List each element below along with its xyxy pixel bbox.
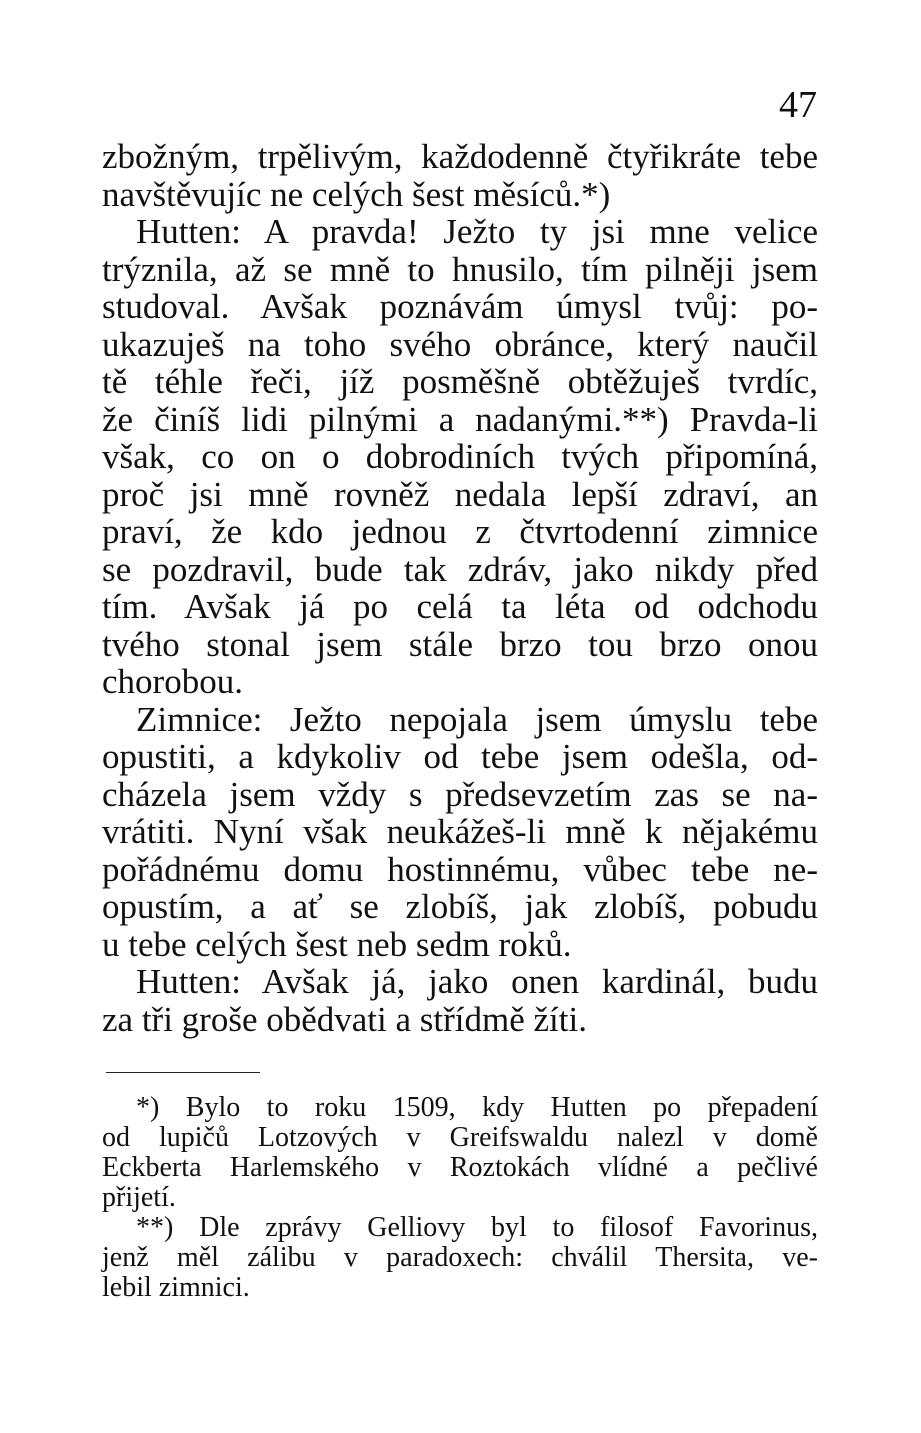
text-line: tě téhle řeči, jíž posměšně obtěžuješ tvrdíc, (102, 362, 818, 401)
main-text (102, 138, 818, 1038)
footnote-line: přijetí. (102, 1182, 176, 1213)
text-line: praví, že kdo jednou z čtvrtodenní zimnice (102, 512, 818, 551)
text-line: opustím, a ať se zlobíš, jak zlobíš, pobudu (102, 887, 818, 926)
text-line: tvého stonal jsem stále brzo tou brzo onou (102, 624, 818, 664)
text-line: za tři groše obědvati a střídmě žíti. (102, 999, 587, 1039)
text-line: Hutten: A pravda! Ježto ty jsi mne velice (136, 212, 818, 251)
text-line: studoval. Avšak poznávám úmysl tvůj: po- (102, 287, 818, 326)
footnote-separator (106, 1072, 260, 1073)
text-line: chorobou. (102, 662, 243, 701)
text-line: zbožným, trpělivým, každodenně čtyřikráte tebe (102, 137, 818, 176)
footnotes (102, 1093, 818, 1303)
text-line: pořádnému domu hostinnému, vůbec tebe ne- (102, 849, 818, 889)
text-line: vrátiti. Nyní však neukážeš-li mně k nějakému (102, 812, 818, 851)
footnote-line: **) Dle zprávy Gelliovy byl to filosof Favorinus, (136, 1212, 818, 1243)
footnote-line: od lupičů Lotzových v Greifswaldu nalezl v domě (102, 1122, 818, 1153)
text-line: trýznila, až se mně to hnusilo, tím pilněji jsem (102, 249, 818, 289)
text-line: tím. Avšak já po celá ta léta od odchodu (102, 587, 818, 626)
text-line: ukazuješ na toho svého obránce, který naučil (102, 324, 818, 364)
text-line: Zimnice: Ježto nepojala jsem úmyslu tebe (136, 699, 818, 739)
text-line: Hutten: Avšak já, jako onen kardinál, budu (136, 962, 818, 1001)
text-line: opustiti, a kdykoliv od tebe jsem odešla, od- (102, 737, 818, 776)
text-line: cházela jsem vždy s předsevzetím zas se na- (102, 774, 818, 814)
footnote-line: lebil zimnici. (102, 1272, 250, 1303)
text-line: proč jsi mně rovněž nedala lepší zdraví, an (102, 474, 818, 514)
page-number: 47 (779, 84, 817, 126)
text-line: však, co on o dobrodiních tvých připomíná, (102, 437, 818, 476)
footnote-line: Eckberta Harlemského v Roztokách vlídné a pečlivé (102, 1152, 818, 1183)
text-line: u tebe celých šest neb sedm roků. (102, 924, 572, 964)
footnote-line: jenž měl zálibu v paradoxech: chválil Thersita, ve- (102, 1242, 818, 1273)
footnote-line: *) Bylo to roku 1509, kdy Hutten po přepadení (136, 1092, 818, 1123)
text-line: se pozdravil, bude tak zdráv, jako nikdy před (102, 549, 818, 589)
text-line: navštěvujíc ne celých šest měsíců.*) (102, 174, 611, 214)
text-line: že činíš lidi pilnými a nadanými.**) Pravda-li (102, 399, 818, 439)
